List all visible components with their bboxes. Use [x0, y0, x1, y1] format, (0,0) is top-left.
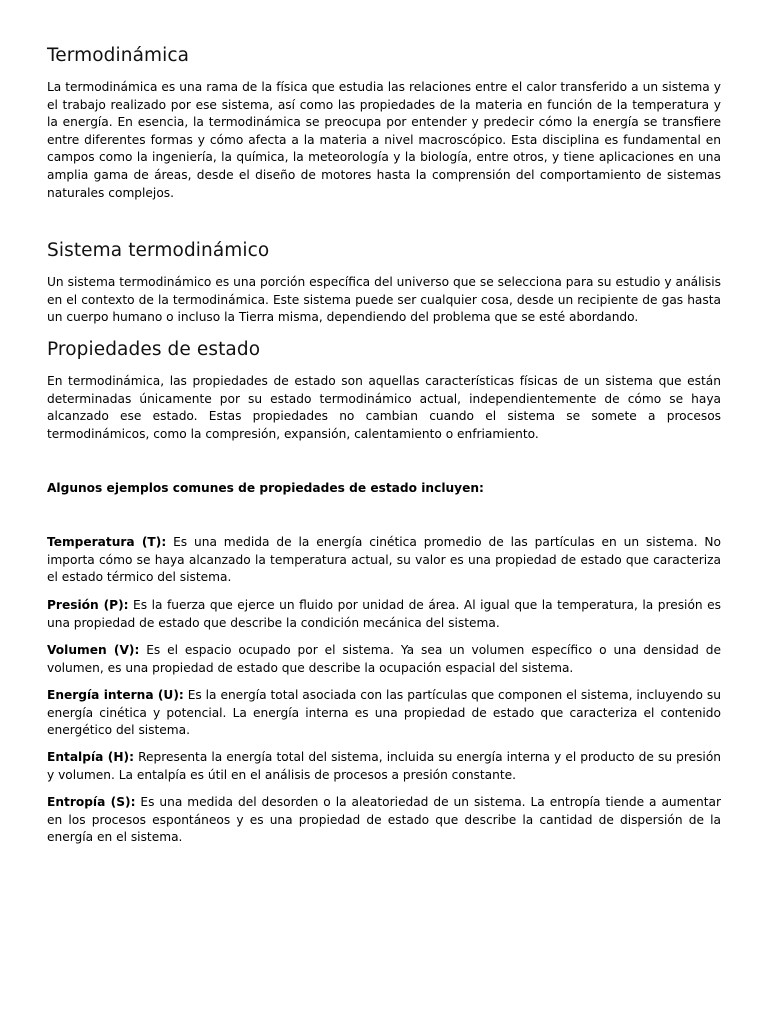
property-description: Es una medida de la energía cinética promedio de las partículas en un sistema. No importa cómo se haya alcanzado la temperatura actual, su valor es una propiedad de estado que caracteriza el estado térmico del sistema.: [47, 535, 721, 585]
property-item-presion: [47, 597, 721, 632]
section-title-propiedades-de-estado: Propiedades de estado: [47, 339, 261, 360]
property-item-temperatura: [47, 534, 721, 587]
section-paragraph-propiedades-de-estado: En termodinámica, las propiedades de estado son aquellas características físicas de un sistema que están determinadas únicamente por su estado termodinámico actual, independientemente de cómo se haya alcanzado ese estado. Estas propiedades no cambian cuando el sistema se somete a procesos termodinámicos, como la compresión, expansión, calentamiento o enfriamiento.: [47, 374, 721, 441]
property-description: Es la energía total asociada con las partículas que componen el sistema, incluyendo su energía cinética y potencial. La energía interna es una propiedad de estado que caracteriza el contenido energético del sistema.: [47, 688, 721, 738]
section-title-sistema-termodinamico: Sistema termodinámico: [47, 240, 270, 261]
section-title-termodinamica: Termodinámica: [47, 45, 190, 66]
property-item-volumen: [47, 642, 721, 677]
property-term: Temperatura (T):: [47, 535, 167, 549]
section-paragraph-termodinamica: La termodinámica es una rama de la física que estudia las relaciones entre el calor transferido a un sistema y el trabajo realizado por ese sistema, así como las propiedades de la materia en función de la temperatura y la energía. En esencia, la termodinámica se preocupa por entender y predecir cómo la energía se transfiere entre diferentes formas y cómo afecta a la materia a nivel macroscópico. Esta disciplina es fundamental en campos como la ingeniería, la química, la meteorología y la biología, entre otros, y tiene aplicaciones en una amplia gama de áreas, desde el diseño de motores hasta la comprensión del comportamiento de sistemas naturales complejos.: [47, 80, 721, 200]
property-item-entalpia: [47, 749, 721, 784]
property-term: Entropía (S):: [47, 795, 136, 809]
property-item-entropia: [47, 794, 721, 847]
property-description: Es una medida del desorden o la aleatoriedad de un sistema. La entropía tiende a aumentar en los procesos espontáneos y es una propiedad de estado que describe la cantidad de dispersión de la energía en el sistema.: [47, 795, 722, 845]
section-paragraph-sistema-termodinamico: Un sistema termodinámico es una porción específica del universo que se selecciona para su estudio y análisis en el contexto de la termodinámica. Este sistema puede ser cualquier cosa, desde un recipiente de gas hasta un cuerpo humano o incluso la Tierra misma, dependiendo del problema que se esté abordando.: [47, 275, 721, 325]
property-description: Es el espacio ocupado por el sistema. Ya sea un volumen específico o una densidad de volumen, es una propiedad de estado que describe la ocupación espacial del sistema.: [47, 643, 722, 675]
property-description: Es la fuerza que ejerce un fluido por unidad de área. Al igual que la temperatura, la presión es una propiedad de estado que describe la condición mecánica del sistema.: [47, 598, 721, 630]
examples-lead: Algunos ejemplos comunes de propiedades de estado incluyen:: [47, 481, 484, 495]
property-description: Representa la energía total del sistema, incluida su energía interna y el producto de su presión y volumen. La entalpía es útil en el análisis de procesos a presión constante.: [47, 750, 722, 782]
property-item-energia-interna: [47, 687, 721, 740]
property-term: Presión (P):: [47, 598, 129, 612]
property-term: Energía interna (U):: [47, 688, 184, 702]
property-term: Volumen (V):: [47, 643, 140, 657]
property-term: Entalpía (H):: [47, 750, 135, 764]
